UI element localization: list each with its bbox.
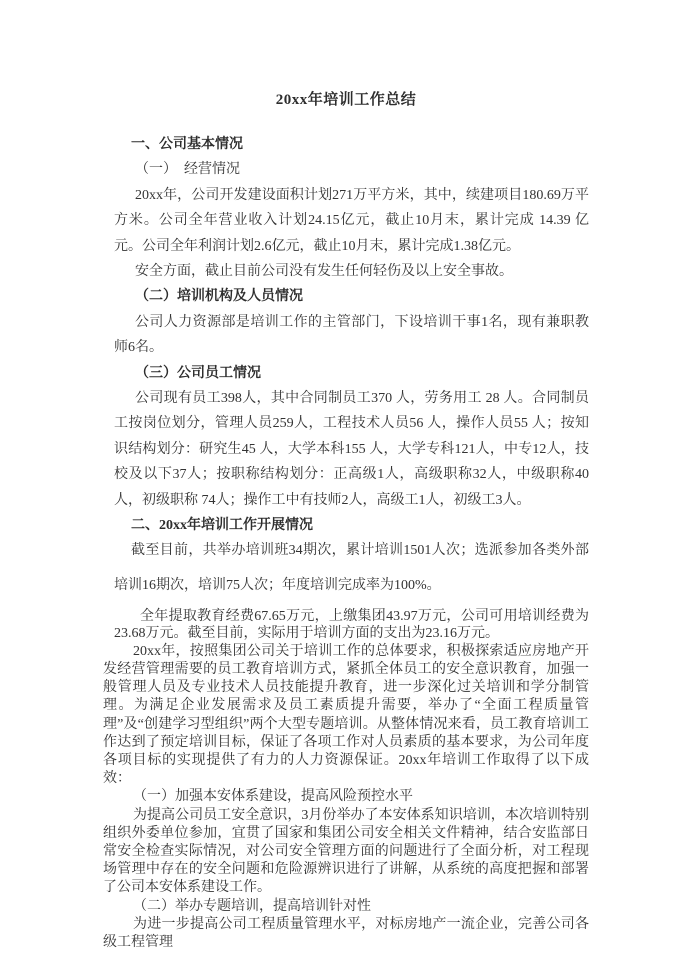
section-1-1-heading: （一） 经营情况 — [135, 162, 240, 178]
paragraph-operations: 20xx年，公司开发建设面积计划271万平方米，其中，续建项目180.69万平方米。公司全年营业收入计划24.15亿元，截止10月末，累计完成 14.39 亿元。公司全年利润计划2.6亿元，截止10月末，累计完成1.38亿元。 — [114, 187, 589, 254]
paragraph-training-stats: 截至目前，共举办培训班34期次，累计培训1501人次；选派参加各类外部培训16期次，培训75人次；年度培训完成率为100%。 — [114, 542, 589, 593]
section-2-heading: 二、20xx年培训工作开展情况 — [131, 518, 313, 534]
section-2-2-heading: （二）举办专题培训，提高培训针对性 — [133, 898, 371, 914]
paragraph-staff-structure: 公司现有员工398人，其中合同制员工370 人，劳务用工 28 人。合同制员工按岗位划分，管理人员259人，工程技术人员56 人，操作人员55 人；按知识结构划分：研究生45 人，大学本科155 人，大学专科121人，中专12人，技校及以下37人；按职称结构划分：正高级1人，高级职称32人，中级职称40人，初级职称 74人；操作工中有技师2人，高级工1人，初级工3人。 — [114, 391, 589, 508]
section-1-heading: 一、公司基本情况 — [131, 137, 243, 152]
paragraph-quality-training: 为进一步提高公司工程质量管理水平，对标房地产一流企业，完善公司各级工程管理 — [103, 916, 589, 950]
paragraph-safety-status: 安全方面，截止目前公司没有发生任何轻伤及以上安全事故。 — [135, 264, 513, 280]
paragraph-training-funds: 全年提取教育经费67.65万元，上缴集团43.97万元，公司可用培训经费为23.68万元。截至目前，实际用于培训方面的支出为23.16万元。 — [114, 608, 589, 642]
paragraph-training-overview: 20xx年，按照集团公司关于培训工作的总体要求，积极探索适应房地产开发经营管理需要的员工教育培训方式，紧抓全体员工的安全意识教育，加强一般管理人员及专业技术人员技能提升教育，进一步深化过关培训和学分制管理。为满足企业发展需求及员工素质提升需要，举办了“全面工程质量管理”及“创建学习型组织”两个大型专题培训。从整体情况来看，员工教育培训工作达到了预定培训目标，保证了各项工作对人员素质的基本要求，为公司年度各项目标的实现提供了有力的人力资源保证。20xx年培训工作取得了以下成效： — [103, 643, 589, 787]
section-1-3-heading: （三）公司员工情况 — [135, 365, 261, 381]
paragraph-safety-training: 为提高公司员工安全意识，3月份举办了本安体系知识培训，本次培训特别组织外委单位参加，宜贯了国家和集团公司安全相关文件精神，结合安监部日常安全检查实际情况，对公司安全管理方面的问题进行了全面分析，对工程现场管理中存在的安全问题和危险源辨识进行了讲解，从系统的高度把握和部署了公司本安体系建设工作。 — [103, 807, 589, 896]
paragraph-training-org: 公司人力资源部是培训工作的主管部门，下设培训干事1名，现有兼职教师6名。 — [114, 314, 589, 356]
document-title: 20xx年培训工作总结 — [275, 92, 417, 108]
section-2-1-heading: （一）加强本安体系建设，提高风险预控水平 — [133, 789, 413, 805]
section-1-2-heading: （二）培训机构及人员情况 — [135, 289, 303, 305]
